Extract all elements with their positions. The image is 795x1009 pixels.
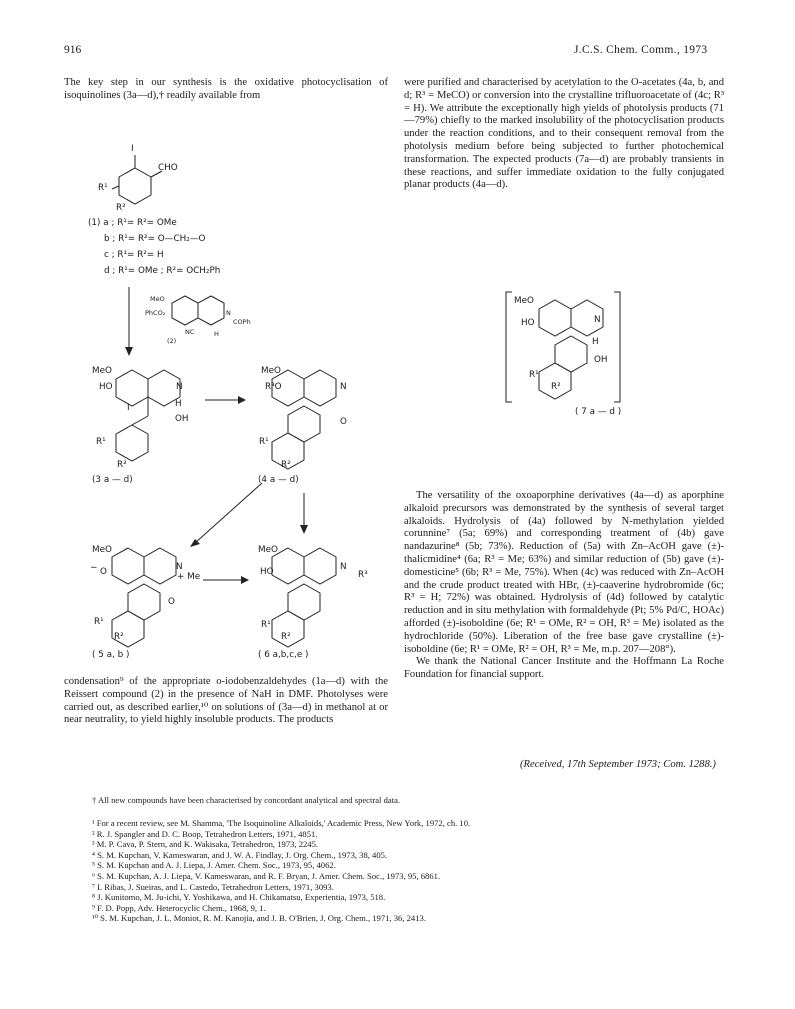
c5-minus: − — [90, 563, 98, 573]
c4-o: O — [340, 417, 347, 427]
c1-variant-a: (1) a ; R¹= R²= OMe — [88, 218, 177, 228]
c7-oh: OH — [594, 355, 608, 365]
c6-ho: HO — [260, 567, 274, 577]
c3-label: (3 a — d) — [92, 475, 133, 485]
reference-item: ⁵ S. M. Kupchan and A. J. Liepa, J. Amer. Chem. Soc., 1973, 95, 4062. — [92, 860, 336, 871]
c3-meo: MeO — [92, 366, 112, 376]
c4-r1: R¹ — [259, 437, 269, 447]
right-column-body — [404, 490, 724, 682]
c5-meo: MeO — [92, 545, 112, 555]
c4-n: N — [340, 382, 347, 392]
c1-variant-d: d ; R¹= OMe ; R²= OCH₂Ph — [104, 266, 221, 276]
footnote: † All new compounds have been characterised by concordant analytical and spectral data. — [92, 795, 401, 805]
reference-item: ¹⁰ S. M. Kupchan, J. L. Moniot, R. M. Kanojia, and J. B. O'Brien, J. Org. Chem., 1971, 36, 2413. — [92, 913, 426, 924]
c7-meo: MeO — [514, 296, 534, 306]
c6-r2: R² — [281, 632, 291, 642]
c5-me: + Me — [177, 572, 201, 582]
c6-meo: MeO — [258, 545, 278, 555]
c5-r2: R² — [114, 632, 124, 642]
c7-label: ( 7 a — d ) — [575, 407, 622, 417]
reference-item: ⁶ S. M. Kupchan, A. J. Liepa, V. Kameswaran, and R. F. Bryan, J. Amer. Chem. Soc., 1973, 95, 6861. — [92, 870, 441, 881]
arrowhead — [125, 347, 133, 356]
reference-item: ¹ For a recent review, see M. Shamma, 'The Isoquinoline Alkaloids,' Academic Press, New York, 1972, ch. 10. — [92, 818, 471, 828]
c3-oh: OH — [175, 414, 189, 424]
c1-iodo: I — [131, 144, 134, 154]
c2-h: H — [214, 330, 219, 338]
c1-r2: R² — [116, 203, 126, 213]
c3-h: H — [175, 399, 182, 409]
c2-nc: NC — [185, 328, 195, 336]
c4-r2: R² — [281, 460, 291, 470]
c4-r3o: R³O — [265, 382, 282, 392]
references — [92, 818, 470, 924]
reference-item: ² R. J. Spangler and D. C. Boop, Tetrahedron Letters, 1971, 4851. — [92, 828, 318, 839]
c4-label: (4 a — d) — [258, 475, 299, 485]
c3-i: I — [127, 403, 130, 413]
c6-r1: R¹ — [261, 620, 271, 630]
c7-n: N — [594, 315, 601, 325]
c2-meo: MeO — [150, 295, 165, 303]
c1-cho: CHO — [158, 163, 178, 173]
bracket-left — [506, 292, 512, 402]
c2-n: N — [226, 309, 231, 317]
c5-carbonyl-o: O — [168, 597, 175, 607]
c5-n: N — [176, 562, 183, 572]
c5-o: O — [100, 567, 107, 577]
c6-r3: R³ — [358, 570, 368, 580]
left-column-intro: The key step in our synthesis is the oxidative photocyclisation of isoquinolines (3a—d),† readily available from — [64, 77, 388, 101]
c1-variant-c: c ; R¹= R²= H — [104, 250, 164, 260]
received-date: (Received, 17th September 1973; Com. 1288.) — [520, 759, 716, 770]
c4-meo: MeO — [261, 366, 281, 376]
right-column-intro: were purified and characterised by acetylation to the O-acetates (4a, b, and d; R³ = MeCO) or conversion into the crystalline trifluoroacetate of (4c; R³ = H). We attribute the exceptionally high yields of photolysis products (71—79%) chiefly to the marked insolubility of the photocyclisation products under the reaction conditions, and to their consequent removal from the photolysis medium before being subjected to further photochemical transformation. The expected products (7a—d) are probably transients in these reactions, and suffer immediate oxidation to the fully conjugated planar products (4a—d). — [404, 77, 724, 191]
bracket-right — [614, 292, 620, 402]
left-column-body: condensation⁹ of the appropriate o-iodobenzaldehydes (1a—d) with the Reissert compound (2) in the presence of NaH in DMF. Photolyses were carried out, as described earlier,¹⁰ on solutions of (3a—d) in methanol at or near neutrality, to yield highly insoluble products. The products — [64, 676, 388, 726]
c2-phco2: PhCO₂ — [145, 309, 166, 317]
c2-coph: COPh — [233, 318, 251, 326]
c7-r1: R¹ — [529, 370, 539, 380]
reference-item: ⁹ F. D. Popp, Adv. Heterocyclic Chem., 1968, 9, 1. — [92, 902, 266, 913]
c7-ho: HO — [521, 318, 535, 328]
c7-r2: R² — [551, 382, 561, 392]
c1-variant-b: b ; R¹= R²= O—CH₂—O — [104, 234, 206, 244]
journal-header: J.C.S. Chem. Comm., 1973 — [574, 44, 708, 56]
versatility-paragraph: The versatility of the oxoaporphine derivatives (4a—d) as aporphine alkaloid precursors was demonstrated by the synthesis of several target alkaloids. Hydrolysis of (4a) followed by N-methylation yielded corunnine⁷ (5a; 69%) and corresponding treatment of (4b) gave nandazurine⁸ (5b; 73%). Reduction of (5a) with Zn–AcOH gave (±)-thalicmidine⁴ (6a; R³ = Me; 63%) and similar reduction of (5b) gave (±)-domesticine⁵ (6b; R³ = Me, 75%). When (4c) was reduced with Zn–AcOH and the crude product treated with HBr, (±)-caaverine hydrobromide (6c; R³ = H; 72%) was obtained. Hydrolysis of (4d) followed by catalytic reduction and in situ methylation with formaldehyde (Pt; 5% Pd/C, HOAc) afforded (±)-isoboldine (6e; R¹ = OMe, R² = OH, R³ = Me) isolated as the hydrochloride (50%). Liberation of the free base gave crystalline (±)-isoboldine (6e; R¹ = OMe, R² = OH, R³ = Me, m.p. 207—208°). — [404, 490, 724, 655]
c3-ho: HO — [99, 382, 113, 392]
c5-label: ( 5 a, b ) — [92, 650, 130, 660]
reference-item: ⁴ S. M. Kupchan, V. Kameswaran, and J. W. A. Findlay, J. Org. Chem., 1973, 38, 405. — [92, 849, 388, 860]
arrow-4-to-5 — [195, 483, 262, 543]
c6-label: ( 6 a,b,c,e ) — [258, 650, 309, 660]
page-number: 916 — [64, 44, 82, 56]
c3-r2: R² — [117, 460, 127, 470]
c3-r1: R¹ — [96, 437, 106, 447]
acknowledgement: We thank the National Cancer Institute and the Hoffmann La Roche Foundation for financial support. — [404, 656, 724, 681]
c6-n: N — [340, 562, 347, 572]
reference-item: ³ M. P. Cava, P. Stern, and K. Wakisaka, Tetrahedron, 1973, 2245. — [92, 839, 319, 850]
c1-r1: R¹ — [98, 183, 108, 193]
c7-h: H — [592, 337, 599, 347]
c2-label: (2) — [167, 337, 177, 345]
reference-item: ⁸ J. Kunitomo, M. Ju-ichi, Y. Yoshikawa, and H. Chikamatsu, Experientia, 1973, 518. — [92, 892, 386, 903]
reference-item: ⁷ I. Ribas, J. Sueiras, and L. Castedo, Tetrahedron Letters, 1971, 3093. — [92, 881, 334, 892]
c5-r1: R¹ — [94, 617, 104, 627]
compound-1-ring — [119, 168, 151, 204]
c3-n: N — [176, 382, 183, 392]
